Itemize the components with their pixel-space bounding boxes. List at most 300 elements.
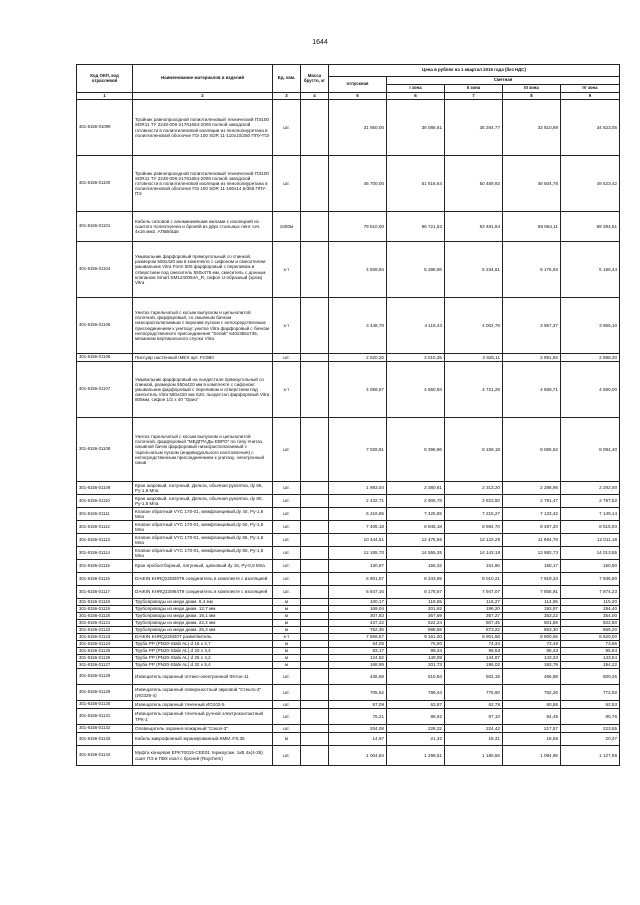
row-release-price: 12 165,70 [329,547,387,560]
row-code: 301-8156-01126 [77,655,133,662]
row-unit: к-т [273,362,301,418]
row-code: 301-8156-01118 [77,599,133,606]
table-row [77,418,620,482]
table-row [77,521,620,534]
row-zone-3-price: 4 669,71 [503,362,561,418]
row-zone-3-price: 114,95 [503,599,561,606]
row-zone-1-price: 12 475,56 [387,534,445,547]
row-zone-2-price: 196,02 [445,662,503,669]
row-zone-4-price: 354,00 [561,613,620,620]
row-zone-3-price: 18,56 [503,733,561,746]
row-zone-3-price: 5 175,93 [503,242,561,298]
row-zone-3-price: 86 864,11 [503,212,561,242]
row-release-price: 14,97 [329,733,387,746]
row-unit: к-т [273,634,301,641]
row-name: Извещатель охранный точечный ИО102-5 [133,701,273,709]
row-zone-1-price: 5 288,96 [387,242,445,298]
row-code: 301-8156-01119 [77,606,133,613]
row-code: 301-8156-01105 [77,298,133,354]
row-zone-2-price: 12 122,29 [445,534,503,547]
row-zone-2-price: 116,27 [445,599,503,606]
row-unit: 1000м [273,212,301,242]
row-mass [301,701,329,709]
row-mass [301,634,329,641]
row-mass [301,156,329,212]
row-zone-2-price: 4 002,78 [445,298,503,354]
row-zone-4-price: 2 898,30 [561,354,620,362]
column-number: 8 [503,93,561,100]
row-name: Трубопроводы из меди диам. 19,1 мм [133,613,273,620]
row-name: Извещатель охранный оптико-электронный Фотон-11 [133,669,273,685]
row-zone-2-price: 4 721,29 [445,362,503,418]
row-zone-2-price: 151,90 [445,560,503,573]
row-name: Труба PP (PN20-Stabi AL) d 16 х 2,7 [133,641,273,648]
table-row [77,560,620,573]
row-zone-1-price: 8 845,18 [387,521,445,534]
row-release-price: 130,87 [329,560,387,573]
table-row [77,641,620,648]
row-release-price: 6 847,16 [329,586,387,599]
row-zone-2-price: 1 180,56 [445,746,503,766]
row-code: 301-8156-01124 [77,641,133,648]
row-unit: шт. [273,418,301,482]
header-estimate: Сметная [387,77,620,85]
row-release-price: 100,17 [329,599,387,606]
row-mass [301,746,329,766]
header-release: отпускная [329,77,387,93]
header-mass: Масса брутто, кг [301,65,329,93]
row-unit: м [273,648,301,655]
row-zone-1-price: 4 860,94 [387,362,445,418]
row-mass [301,482,329,495]
row-name: Трубопроводы из меди диам. 6,4 мм [133,599,273,606]
row-zone-1-price: 898,65 [387,627,445,634]
row-name: Унитаз тарельчатый с косым выпуском и цельнолитой полочкой, фарфоровый "МЕДГРАДЬ-ЕВРО" по типу Унитаз, смывной бачок фарфоровый низкорасполагаемый с тарельчатым пуском (индивидуального изготовления) с непосредственным присоединением к унитазу, электронный смыв [133,418,273,482]
row-zone-1-price: 8 396,96 [387,418,445,482]
row-zone-4-price: 7 874,23 [561,586,620,599]
row-release-price: 79,21 [329,709,387,725]
row-code: 301-8156-01122 [77,627,133,634]
row-name: Клапан обратный VYC 170-01, межфланцевый,dy 50, Py-1,6 Mпа [133,521,273,534]
row-unit: шт. [273,534,301,547]
column-number: 2 [133,93,273,100]
row-zone-1-price: 789,44 [387,685,445,701]
table-body [77,100,620,766]
row-code: 301-8156-01133 [77,733,133,746]
row-zone-2-price: 873,22 [445,627,503,634]
row-zone-4-price: 115,20 [561,599,620,606]
row-zone-1-price: 21,32 [387,733,445,746]
row-zone-4-price: 34 623,05 [561,100,620,156]
row-mass [301,613,329,620]
row-zone-2-price: 50 459,92 [445,156,503,212]
row-zone-4-price: 3 966,10 [561,298,620,354]
row-zone-3-price: 486,88 [503,669,561,685]
row-release-price: 1 004,84 [329,746,387,766]
table-row [77,508,620,521]
row-mass [301,641,329,648]
header-zone-3: III зона [503,85,561,93]
row-release-price: 705,62 [329,685,387,701]
row-zone-1-price: 14 555,35 [387,547,445,560]
row-release-price: 1 993,04 [329,482,387,495]
row-unit: м [273,606,301,613]
row-zone-3-price: 8 066,62 [503,418,561,482]
row-zone-3-price: 60,86 [503,701,561,709]
row-name: Клапан обратный VYC 170-01, межфланцевый,dy 40, Py-1,6 Mпа [133,508,273,521]
row-unit: к-т [273,242,301,298]
row-name: Тройник равнопроходной полиэтиленовый технический ПЭ100 SDR11 ТУ 2248-006-21761654-2008 полной заводской готовности в полиэтиленовой изоляции из пенополиуретана в полиэтиленовой оболочке ПЭ 100 SDR 11-160х14,6/365 ППУ-ПЭ [133,156,273,212]
header-zone-4: IV зона [561,85,620,93]
row-code: 301-8156-01123 [77,634,133,641]
row-zone-1-price: 8 178,57 [387,586,445,599]
row-mass [301,685,329,701]
row-mass [301,627,329,634]
row-zone-2-price: 2 313,20 [445,482,503,495]
row-zone-3-price: 143,23 [503,655,561,662]
row-release-price: 7 669,57 [329,634,387,641]
row-zone-3-price: 2 286,96 [503,482,561,495]
row-zone-2-price: 62,78 [445,701,503,709]
table-row [77,599,620,606]
row-zone-1-price: 367,69 [387,613,445,620]
table-row [77,354,620,362]
column-number: 7 [445,93,503,100]
row-name: Труба PP (PN20-Stabi AL) d 32 х 5,4 [133,662,273,669]
row-mass [301,669,329,685]
row-code: 301-8156-01100 [77,156,133,212]
row-zone-1-price: 63,87 [387,701,445,709]
row-mass [301,298,329,354]
row-mass [301,733,329,746]
row-zone-2-price: 83 481,64 [445,212,503,242]
row-zone-1-price: 228,32 [387,725,445,733]
table-row [77,547,620,560]
table-row [77,613,620,620]
row-release-price: 6 216,65 [329,508,387,521]
header-zone-2: II зона [445,85,503,93]
row-name: Умывальник фарфоровый прямоугольный со спинкой, размером 550х420 мм в комплекте с сифоном и смесителем: умывальник Vitra Form 500 фарфоровый с переливом и отверстием под смеситель 550х475 мм, смеситель с донным клапаном Smart SM1240064A_R, сифон U-образный (хром) Vitra [133,242,273,298]
row-release-price: 437,22 [329,620,387,627]
row-zone-1-price: 3 010,35 [387,354,445,362]
row-zone-3-price: 2 791,47 [503,495,561,508]
row-code: 301-8156-01110 [77,495,133,508]
row-zone-3-price: 150,17 [503,560,561,573]
row-zone-4-price: 95,64 [561,648,620,655]
row-zone-4-price: 7 936,80 [561,573,620,586]
row-unit: шт. [273,669,301,685]
row-name: Трубопроводы из меди диам. 12,7 мм [133,606,273,613]
row-mass [301,212,329,242]
row-unit: м [273,655,301,662]
row-zone-2-price: 5 234,61 [445,242,503,298]
row-name: Извещатель охранный точечный ручной электроконтактный ТРК-1 [133,709,273,725]
row-zone-2-price: 357,27 [445,613,503,620]
header-zone-1: I зона [387,85,445,93]
row-zone-3-price: 7 133,42 [503,508,561,521]
table-row [77,482,620,495]
row-name: Унитаз тарельчатый с косым выпуском и цельнолитой полочкой, фарфоровый, со смывным бачком низкорасполагаемым с верхним пуском с непосредственным присоединением к унитазу: унитаз Vitra фарфоровый с бачком непосредственного присоединения "Serlak" 640х355х735, механизм вертикального спуска Vitra [133,298,273,354]
row-unit: шт. [273,508,301,521]
row-unit: к-т [273,298,301,354]
row-zone-2-price: 7 215,27 [445,508,503,521]
table-row [77,156,620,212]
row-zone-4-price: 194,40 [561,606,620,613]
row-zone-1-price: 88,62 [387,709,445,725]
row-code: 301-8156-01131 [77,709,133,725]
row-zone-1-price: 156,32 [387,560,445,573]
row-release-price: 57,09 [329,701,387,709]
row-unit: шт. [273,709,301,725]
row-zone-1-price: 1 298,51 [387,746,445,766]
row-zone-3-price: 8 497,20 [503,521,561,534]
row-name: Кабель силовой с алюминиевыми жилами с изоляцией из сшитого полиэтилена и бронёй из двух стальных лент сеч. 4х16 мм2, АПвБбШв [133,212,273,242]
row-zone-3-price: 3 957,37 [503,298,561,354]
row-zone-4-price: 8 084,40 [561,418,620,482]
row-zone-4-price: 1 127,69 [561,746,620,766]
row-zone-4-price: 223,55 [561,725,620,733]
table-row [77,733,620,746]
row-release-price: 7 405,18 [329,521,387,534]
row-release-price: 124,82 [329,655,387,662]
table-row [77,627,620,634]
row-mass [301,709,329,725]
row-code: 301-8156-01113 [77,534,133,547]
page-number: 1644 [312,39,328,46]
row-zone-3-price: 84,45 [503,709,561,725]
row-code: 301-8156-01129 [77,685,133,701]
row-mass [301,725,329,733]
row-release-price: 79 510,00 [329,212,387,242]
column-number: 4 [301,93,329,100]
row-name: Умывальник фарфоровый на пьедестале прямоугольный со спинкой, размером 550х420 мм в комплекте с сифоном: умывальник фарфоровый с переливом и отверстием под смеситель Vitra 550х420 мм S20, пьедестал фарфоровый Vitra 805мм, сифон 1/2 х 40 "Орио" [133,362,273,418]
row-zone-4-price: 509,25 [561,669,620,685]
row-zone-3-price: 1 094,96 [503,746,561,766]
row-zone-4-price: 143,54 [561,655,620,662]
row-unit: шт. [273,100,301,156]
column-number: 5 [329,93,387,100]
row-mass [301,534,329,547]
row-mass [301,508,329,521]
row-zone-4-price: 865,20 [561,627,620,634]
row-release-price: 4 509,94 [329,242,387,298]
row-unit: м [273,599,301,606]
row-unit: м [273,662,301,669]
table-row [77,100,620,156]
row-zone-1-price: 119,65 [387,599,445,606]
row-code: 301-8156-01108 [77,418,133,482]
price-table [76,64,620,766]
row-zone-4-price: 150,50 [561,560,620,573]
row-release-price: 10 444,51 [329,534,387,547]
row-zone-4-price: 89 394,51 [561,212,620,242]
row-mass [301,662,329,669]
row-unit: шт. [273,586,301,599]
row-code: 301-8156-01116 [77,573,133,586]
row-code: 301-8156-01117 [77,586,133,599]
row-mass [301,620,329,627]
row-name: Клапан обратный VYC 170-01, межфланцевый,dy 65, Py-1,6 Mпа [133,534,273,547]
row-zone-3-price: 863,30 [503,627,561,634]
row-zone-3-price: 11 984,76 [503,534,561,547]
row-unit: шт. [273,685,301,701]
row-mass [301,606,329,613]
table-row [77,586,620,599]
row-zone-2-price: 2 925,11 [445,354,503,362]
row-unit: шт. [273,482,301,495]
table-row [77,242,620,298]
row-zone-1-price: 9 161,00 [387,634,445,641]
table-row [77,212,620,242]
row-code: 301-8156-01106 [77,354,133,362]
row-zone-4-price: 772,92 [561,685,620,701]
table-row [77,662,620,669]
row-release-price: 752,35 [329,627,387,634]
row-zone-1-price: 510,94 [387,669,445,685]
column-number: 9 [561,93,620,100]
row-zone-2-price: 18,31 [445,733,503,746]
row-zone-4-price: 62,53 [561,701,620,709]
row-code: 301-8156-01107 [77,362,133,418]
row-release-price: 307,83 [329,613,387,620]
row-code: 301-8156-01120 [77,613,133,620]
row-zone-1-price: 4 119,43 [387,298,445,354]
row-name: Извещатель охранный поверхностный звуковой "Стекло-3" (ИО329-4) [133,685,273,701]
row-zone-4-price: 73,66 [561,641,620,648]
table-row [77,534,620,547]
table-row [77,709,620,725]
row-zone-3-price: 193,97 [503,606,561,613]
row-name: Клапан обратный VYC 170-01, межфланцевый,dy 80, Py-1,6 Mпа [133,547,273,560]
row-mass [301,521,329,534]
row-zone-3-price: 193,79 [503,662,561,669]
table-row [77,685,620,701]
row-name: Кран шаровый, латунный, Дельта, обычная рукоятка, dy 65, Py-1,6 Mпа [133,482,273,495]
row-code: 301-8156-01134 [77,746,133,766]
table-row [77,655,620,662]
row-mass [301,648,329,655]
row-zone-4-price: 7 149,14 [561,508,620,521]
row-name: Тройник равнопроходной полиэтиленовый технический ПЭ100 SDR11 ТУ 2248-006-21761654-2008 полной заводской готовности в полиэтиленовой изоляции из пенополиуретана в полиэтиленовой оболочке ПЭ 100 SDR 11-110х10/250 ППУ-ПЭ [133,100,273,156]
row-zone-1-price: 7 425,55 [387,508,445,521]
table-row [77,620,620,627]
header-name: Наименование материалов и изделий [133,65,273,93]
row-release-price: 45 700,00 [329,156,387,212]
row-zone-2-price: 14 143,18 [445,547,503,560]
row-zone-4-price: 20,47 [561,733,620,746]
row-zone-3-price: 353,22 [503,613,561,620]
row-unit: м [273,620,301,627]
column-number: 6 [387,93,445,100]
row-zone-3-price: 501,69 [503,620,561,627]
column-number: 1 [77,93,133,100]
row-zone-4-price: 86,76 [561,709,620,725]
row-mass [301,418,329,482]
table-row [77,298,620,354]
row-zone-4-price: 12 011,18 [561,534,620,547]
row-unit: шт. [273,354,301,362]
row-unit: шт. [273,156,301,212]
header-unit: Ед. изм. [273,65,301,93]
row-name: DAIKIN KHRQ22M64T9 соединитель в комплекте с изоляцией [133,586,273,599]
row-release-price: 2 520,26 [329,354,387,362]
row-zone-3-price: 7 919,34 [503,573,561,586]
table-row [77,573,620,586]
row-name: Писсуар настенный IMEX арт. FC980 [133,354,273,362]
row-zone-4-price: 2 292,00 [561,482,620,495]
row-name: Кран шаровый, латунный, Дельта, обычная рукоятка, dy 80, Py-1,6 Mпа [133,495,273,508]
row-zone-1-price: 86 721,53 [387,212,445,242]
table-row [77,701,620,709]
row-unit: шт. [273,521,301,534]
row-code: 301-8156-01127 [77,662,133,669]
row-name: Оповещатель охранно-пожарный "Сокол-3" [133,725,273,733]
row-name: DAIKIN KHRQ22M20T разветвитель [133,634,273,641]
row-code: 301-8156-01101 [77,212,133,242]
table-row [77,746,620,766]
row-zone-1-price: 36 086,61 [387,100,445,156]
row-release-price: 6 901,57 [329,573,387,586]
header-price-group: Цена в рублях на 1 квартал 2016 года (без НДС) [329,65,620,77]
row-zone-3-price: 217,57 [503,725,561,733]
row-release-price: 2 432,71 [329,495,387,508]
row-unit: шт. [273,725,301,733]
row-zone-2-price: 775,90 [445,685,503,701]
row-zone-4-price: 14 013,55 [561,547,620,560]
row-zone-2-price: 2 823,50 [445,495,503,508]
row-release-price: 168,89 [329,662,387,669]
row-unit: шт. [273,560,301,573]
row-zone-1-price: 51 616,64 [387,156,445,212]
row-unit: шт. [273,701,301,709]
row-zone-4-price: 194,22 [561,662,620,669]
row-zone-2-price: 196,20 [445,606,503,613]
row-mass [301,354,329,362]
row-zone-2-price: 7 947,07 [445,586,503,599]
row-unit: шт. [273,495,301,508]
table-row [77,634,620,641]
row-release-price: 436,69 [329,669,387,685]
row-zone-4-price: 49 523,42 [561,156,620,212]
row-zone-3-price: 7 856,91 [503,586,561,599]
row-release-price: 31 950,00 [329,100,387,156]
row-code: 301-8156-01099 [77,100,133,156]
row-zone-1-price: 99,34 [387,648,445,655]
table-row [77,606,620,613]
row-mass [301,655,329,662]
row-mass [301,242,329,298]
row-zone-4-price: 5 186,44 [561,242,620,298]
row-code: 301-8156-01112 [77,521,133,534]
row-name: Труба PP (PN20-Stabi AL) d 20 х 3,4 [133,648,273,655]
row-zone-3-price: 8 800,65 [503,634,561,641]
row-release-price: 7 029,91 [329,418,387,482]
row-zone-3-price: 48 504,78 [503,156,561,212]
row-mass [301,586,329,599]
row-unit: шт. [273,547,301,560]
row-code: 301-8156-01114 [77,547,133,560]
row-zone-2-price: 87,10 [445,709,503,725]
row-zone-1-price: 201,73 [387,662,445,669]
row-code: 301-8156-01128 [77,669,133,685]
row-unit: м [273,733,301,746]
row-zone-1-price: 2 380,61 [387,482,445,495]
row-zone-4-price: 4 680,00 [561,362,620,418]
row-zone-2-price: 224,42 [445,725,503,733]
row-zone-3-price: 33 810,89 [503,100,561,156]
table-row [77,648,620,655]
table-row [77,495,620,508]
